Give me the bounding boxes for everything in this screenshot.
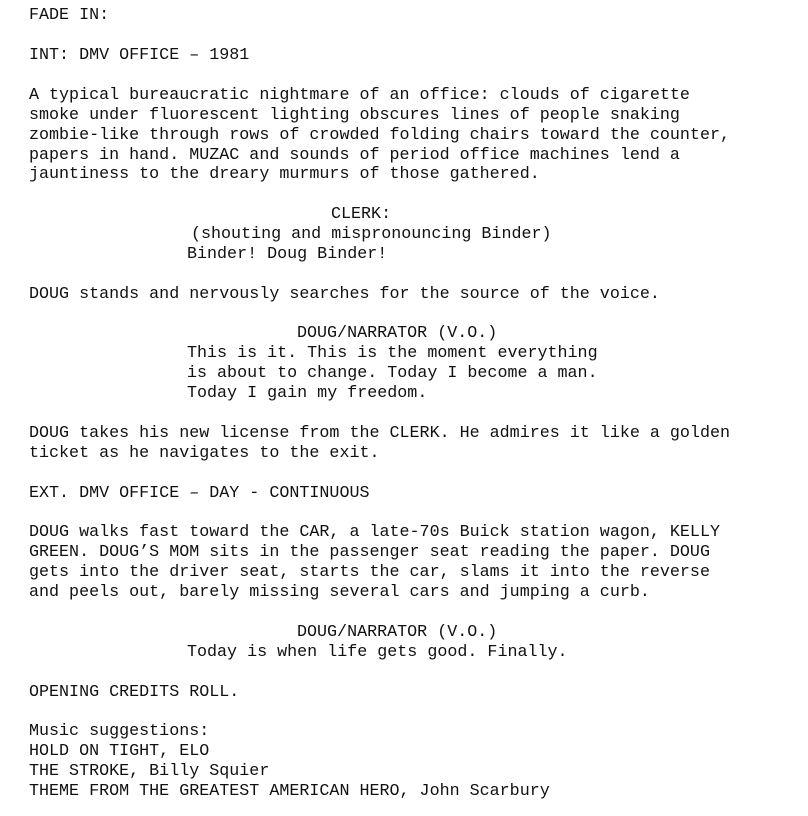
action-line: smoke under fluorescent lighting obscures lines of people snaking [29, 106, 680, 125]
action-line: DOUG stands and nervously searches for the source of the voice. [29, 285, 660, 304]
action-line: GREEN. DOUG’S MOM sits in the passenger seat reading the paper. DOUG [29, 543, 710, 562]
dialogue-line: This is it. This is the moment everything [187, 344, 598, 363]
action-line: A typical bureaucratic nightmare of an office: clouds of cigarette [29, 86, 690, 105]
parenthetical: (shouting and mispronouncing Binder) [191, 225, 552, 244]
action-line: DOUG walks fast toward the CAR, a late-70s Buick station wagon, KELLY [29, 523, 720, 542]
action-line: gets into the driver seat, starts the car, slams it into the reverse [29, 563, 710, 582]
action-line: papers in hand. MUZAC and sounds of period office machines lend a [29, 146, 680, 165]
character-cue: DOUG/NARRATOR (V.O.) [297, 623, 498, 642]
music-header: Music suggestions: [29, 722, 210, 741]
scene-heading: INT: DMV OFFICE – 1981 [29, 46, 250, 65]
music-item: THE STROKE, Billy Squier [29, 762, 270, 781]
dialogue-line: Today I gain my freedom. [187, 384, 428, 403]
character-cue: DOUG/NARRATOR (V.O.) [297, 324, 498, 343]
action-line: zombie-like through rows of crowded folding chairs toward the counter, [29, 126, 730, 145]
action-line: and peels out, barely missing several cars and jumping a curb. [29, 583, 650, 602]
action-line: ticket as he navigates to the exit. [29, 444, 380, 463]
music-item: HOLD ON TIGHT, ELO [29, 742, 210, 761]
action-line: DOUG takes his new license from the CLERK. He admires it like a golden [29, 424, 730, 443]
action-line: jauntiness to the dreary murmurs of those gathered. [29, 165, 540, 184]
dialogue-line: Binder! Doug Binder! [187, 245, 388, 264]
dialogue-line: is about to change. Today I become a man. [187, 364, 598, 383]
music-item: THEME FROM THE GREATEST AMERICAN HERO, John Scarbury [29, 782, 550, 801]
transition: FADE IN: [29, 6, 110, 25]
dialogue-line: Today is when life gets good. Finally. [187, 643, 568, 662]
credits-line: OPENING CREDITS ROLL. [29, 683, 240, 702]
character-cue: CLERK: [331, 205, 392, 224]
scene-heading: EXT. DMV OFFICE – DAY - CONTINUOUS [29, 484, 370, 503]
